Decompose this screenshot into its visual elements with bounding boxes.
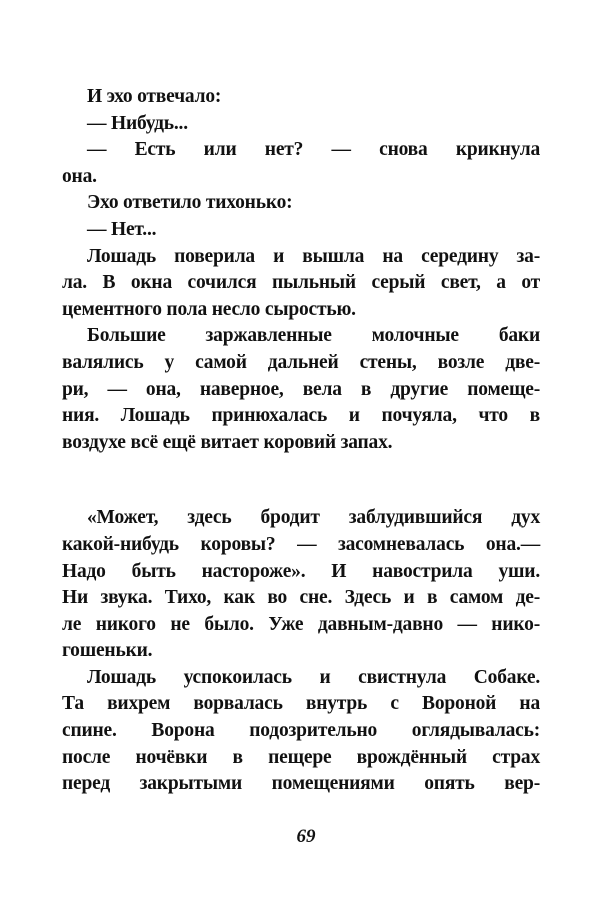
text-line: Эхо ответило тихонько: [87, 192, 293, 214]
text-line: валялись у самой дальней стены, возле две- [62, 351, 540, 373]
text-line: ла. В окна сочился пыльный серый свет, а от [62, 272, 540, 294]
text-line: «Может, здесь бродит заблудившийся дух [87, 507, 540, 529]
section-break [62, 456, 540, 505]
text-line: после ночёвки в пещере врождённый страх [62, 746, 540, 768]
text-line: ле никого не было. Уже давным-давно — нико- [62, 613, 540, 635]
text-line: Надо быть настороже». И навострила уши. [62, 560, 540, 582]
text-line: Большие заржавленные молочные баки [87, 325, 540, 347]
text-line: какой-нибудь коровы? — засомневалась она.— [62, 533, 540, 555]
text-line: Ни звука. Тихо, как во сне. Здесь и в самом де- [62, 587, 540, 609]
text-line: цементного пола несло сыростью. [62, 298, 356, 320]
text-line: воздухе всё ещё витает коровий запах. [62, 431, 393, 453]
text-line: И эхо отвечало: [87, 86, 222, 107]
text-line: — Есть или нет? — снова крикнула [87, 139, 540, 161]
text-line: ния. Лошадь принюхалась и почуяла, что в [62, 405, 540, 427]
text-line: — Нибудь... [87, 112, 188, 134]
text-line: ри, — она, наверное, вела в другие помеще- [62, 378, 540, 400]
text-line: перед закрытыми помещениями опять вер- [62, 773, 540, 795]
page-text [62, 84, 540, 798]
text-line: спине. Ворона подозрительно оглядывалась: [62, 720, 540, 742]
text-line: гошеньки. [62, 640, 153, 662]
page-number: 69 [296, 826, 316, 847]
text-line: Лошадь поверила и вышла на середину за- [87, 245, 540, 267]
text-line: она. [62, 165, 97, 187]
text-line: — Нет... [87, 218, 157, 240]
text-line: Лошадь успокоилась и свистнула Собаке. [87, 666, 540, 688]
text-line: Та вихрем ворвалась внутрь с Вороной на [62, 693, 540, 715]
